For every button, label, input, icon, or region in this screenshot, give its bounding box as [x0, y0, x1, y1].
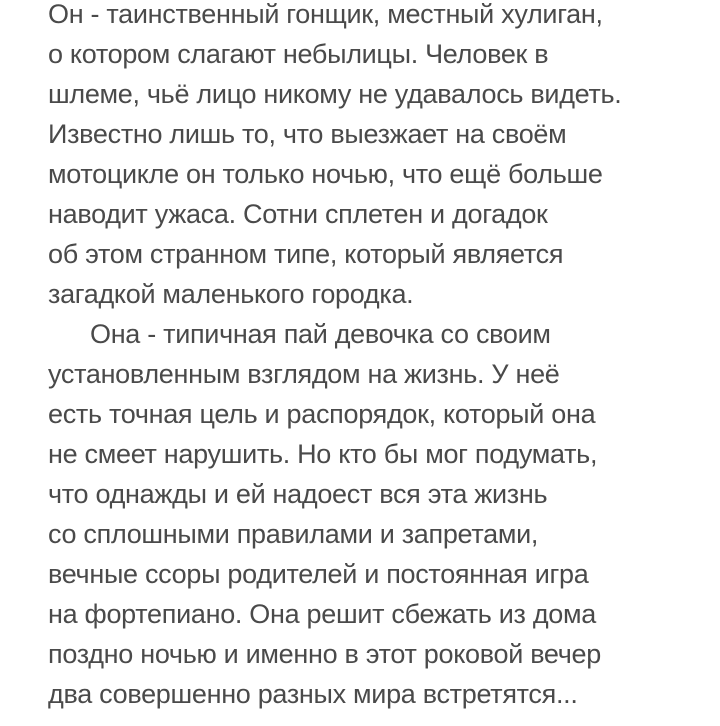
paragraph-description-her: [48, 314, 720, 714]
text-line: вечные ссоры родителей и постоянная игра: [48, 559, 589, 589]
text-line: о котором слагают небылицы. Человек в: [48, 39, 549, 69]
text-line: на фортепиано. Она решит сбежать из дома: [48, 599, 596, 629]
text-line: Известно лишь то, что выезжает на своём: [48, 119, 567, 149]
text-line: об этом странном типе, который является: [48, 239, 564, 269]
text-line: со сплошными правилами и запретами,: [48, 519, 539, 549]
text-line: поздно ночью и именно в этот роковой вечер: [48, 639, 601, 669]
text-line: Она - типичная пай девочка со своим: [90, 319, 551, 349]
text-line: загадкой маленького городка.: [48, 279, 414, 309]
paragraph-description-him: [48, 0, 720, 314]
text-line: что однажды и ей надоест вся эта жизнь: [48, 479, 548, 509]
text-line: установленным взглядом на жизнь. У неё: [48, 359, 560, 389]
text-line: Он - таинственный гонщик, местный хулиган,: [48, 0, 603, 29]
text-line: мотоцикле он только ночью, что ещё больше: [48, 159, 603, 189]
text-line: наводит ужаса. Сотни сплетен и догадок: [48, 199, 548, 229]
text-line: не смеет нарушить. Но кто бы мог подумать,: [48, 439, 598, 469]
text-line: два совершенно разных мира встретятся...: [48, 679, 578, 709]
text-line: есть точная цель и распорядок, который она: [48, 399, 596, 429]
text-line: шлеме, чьё лицо никому не удавалось видеть.: [48, 79, 622, 109]
